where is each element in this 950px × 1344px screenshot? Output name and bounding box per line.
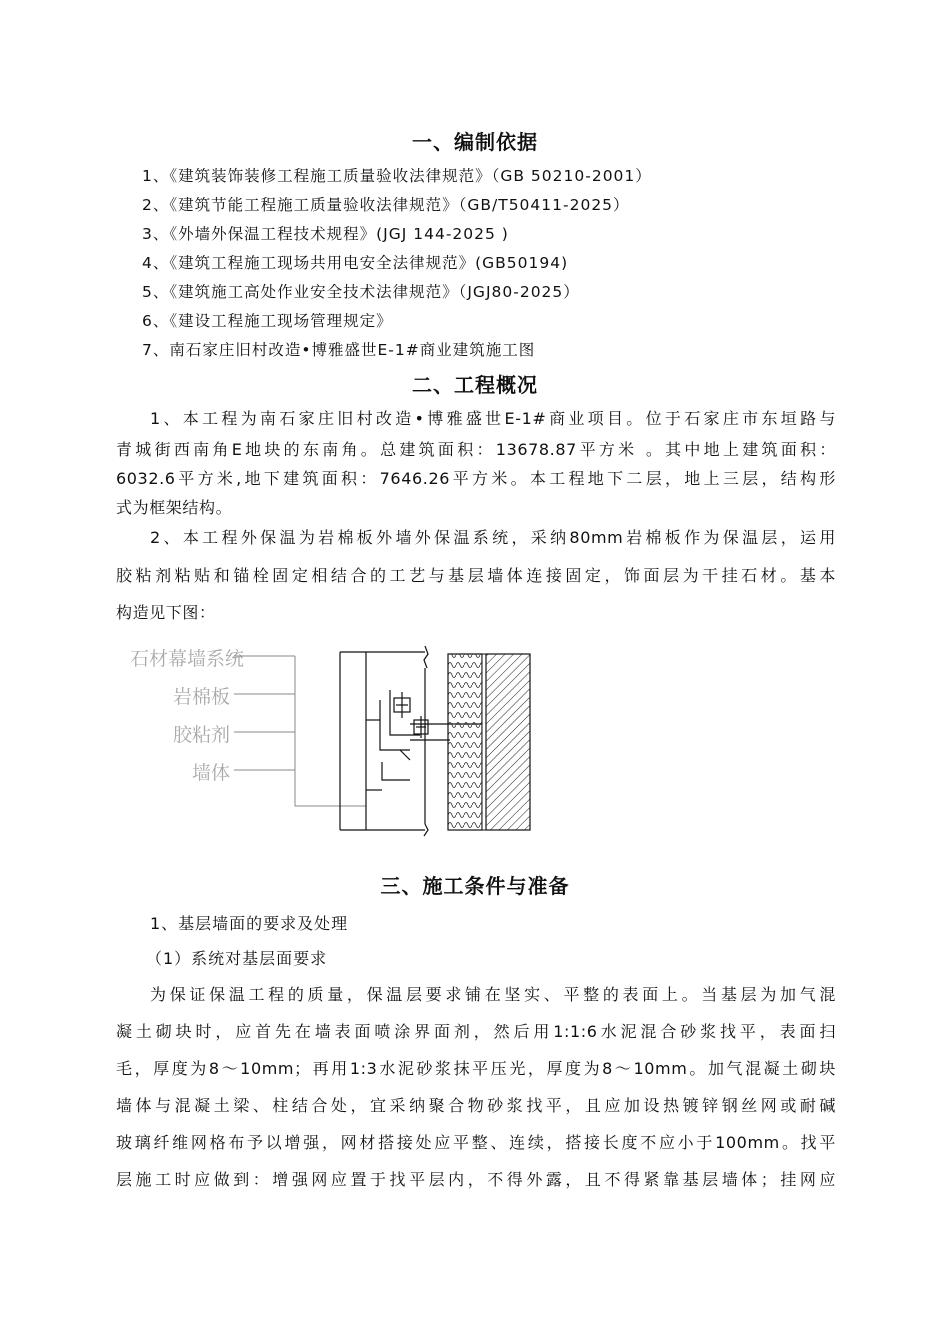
subsection-heading: 1、基层墙面的要求及处理 (150, 914, 349, 933)
paragraph-line: 2、本工程外保温为岩棉板外墙外保温系统，采纳80mm岩棉板作为保温层，运用 (150, 528, 836, 547)
reference-item: 3、《外墙外保温工程技术规程》(JGJ 144-2025 ) (142, 225, 509, 243)
paragraph-line: 玻璃纤维网格布予以增强，网材搭接处应平整、连续，搭接长度不应小于100mm。找平 (116, 1133, 836, 1152)
paragraph-line: 为保证保温工程的质量，保温层要求铺在坚实、平整的表面上。当基层为加气混 (150, 985, 836, 1004)
paragraph-line: 1、本工程为南石家庄旧村改造•博雅盛世E-1#商业项目。位于石家庄市东垣路与 (150, 409, 836, 428)
diagram-label-stone-curtain-wall: 石材幕墙系统 (130, 648, 245, 670)
paragraph-line: 式为框架结构。 (116, 498, 233, 517)
section-3-title: 三、施工条件与准备 (380, 874, 570, 898)
paragraph-line: 凝土砌块时，应首先在墙表面喷涂界面剂，然后用1:1:6水泥混合砂浆找平，表面扫 (116, 1022, 836, 1041)
diagram-drawing (120, 640, 560, 840)
paragraph-line: 墙体与混凝土梁、柱结合处，宜采纳聚合物砂浆找平，且应加设热镀锌钢丝网或耐碱 (116, 1096, 836, 1115)
wall-construction-diagram (120, 640, 560, 840)
diagram-label-wall: 墙体 (191, 762, 230, 784)
reference-item: 1、《建筑装饰装修工程施工质量验收法律规范》（GB 50210-2001） (142, 167, 652, 185)
paragraph-line: 胶粘剂粘贴和锚栓固定相结合的工艺与基层墙体连接固定，饰面层为干挂石材。基本 (116, 566, 836, 585)
reference-item: 5、《建筑施工高处作业安全技术法律规范》（JGJ80-2025） (142, 283, 580, 301)
reference-item: 2、《建筑节能工程施工质量验收法律规范》（GB/T50411-2025） (142, 196, 630, 214)
diagram-label-adhesive: 胶粘剂 (172, 724, 230, 746)
paragraph-line: 6032.6平方米,地下建筑面积：7646.26平方米。本工程地下二层，地上三层，结构形 (116, 469, 836, 488)
section-2-title: 二、工程概况 (412, 373, 538, 397)
section-1-title: 一、编制依据 (412, 130, 538, 154)
paragraph-line: 构造见下图： (116, 603, 216, 622)
diagram-label-rock-wool: 岩棉板 (172, 686, 230, 708)
reference-item: 7、南石家庄旧村改造•博雅盛世E-1#商业建筑施工图 (142, 341, 536, 359)
subsection-heading: （1）系统对基层面要求 (146, 949, 328, 968)
paragraph-line: 毛，厚度为8～10mm；再用1:3水泥砂浆抹平压光，厚度为8～10mm。加气混凝土砌块 (116, 1059, 836, 1078)
paragraph-line: 青城街西南角E地块的东南角。总建筑面积：13678.87平方米 。其中地上建筑面积： (116, 440, 836, 459)
reference-item: 4、《建筑工程施工现场共用电安全法律规范》(GB50194) (142, 254, 569, 272)
paragraph-line: 层施工时应做到：增强网应置于找平层内，不得外露，且不得紧靠基层墙体；挂网应 (116, 1170, 836, 1189)
reference-item: 6、《建设工程施工现场管理规定》 (142, 312, 393, 330)
